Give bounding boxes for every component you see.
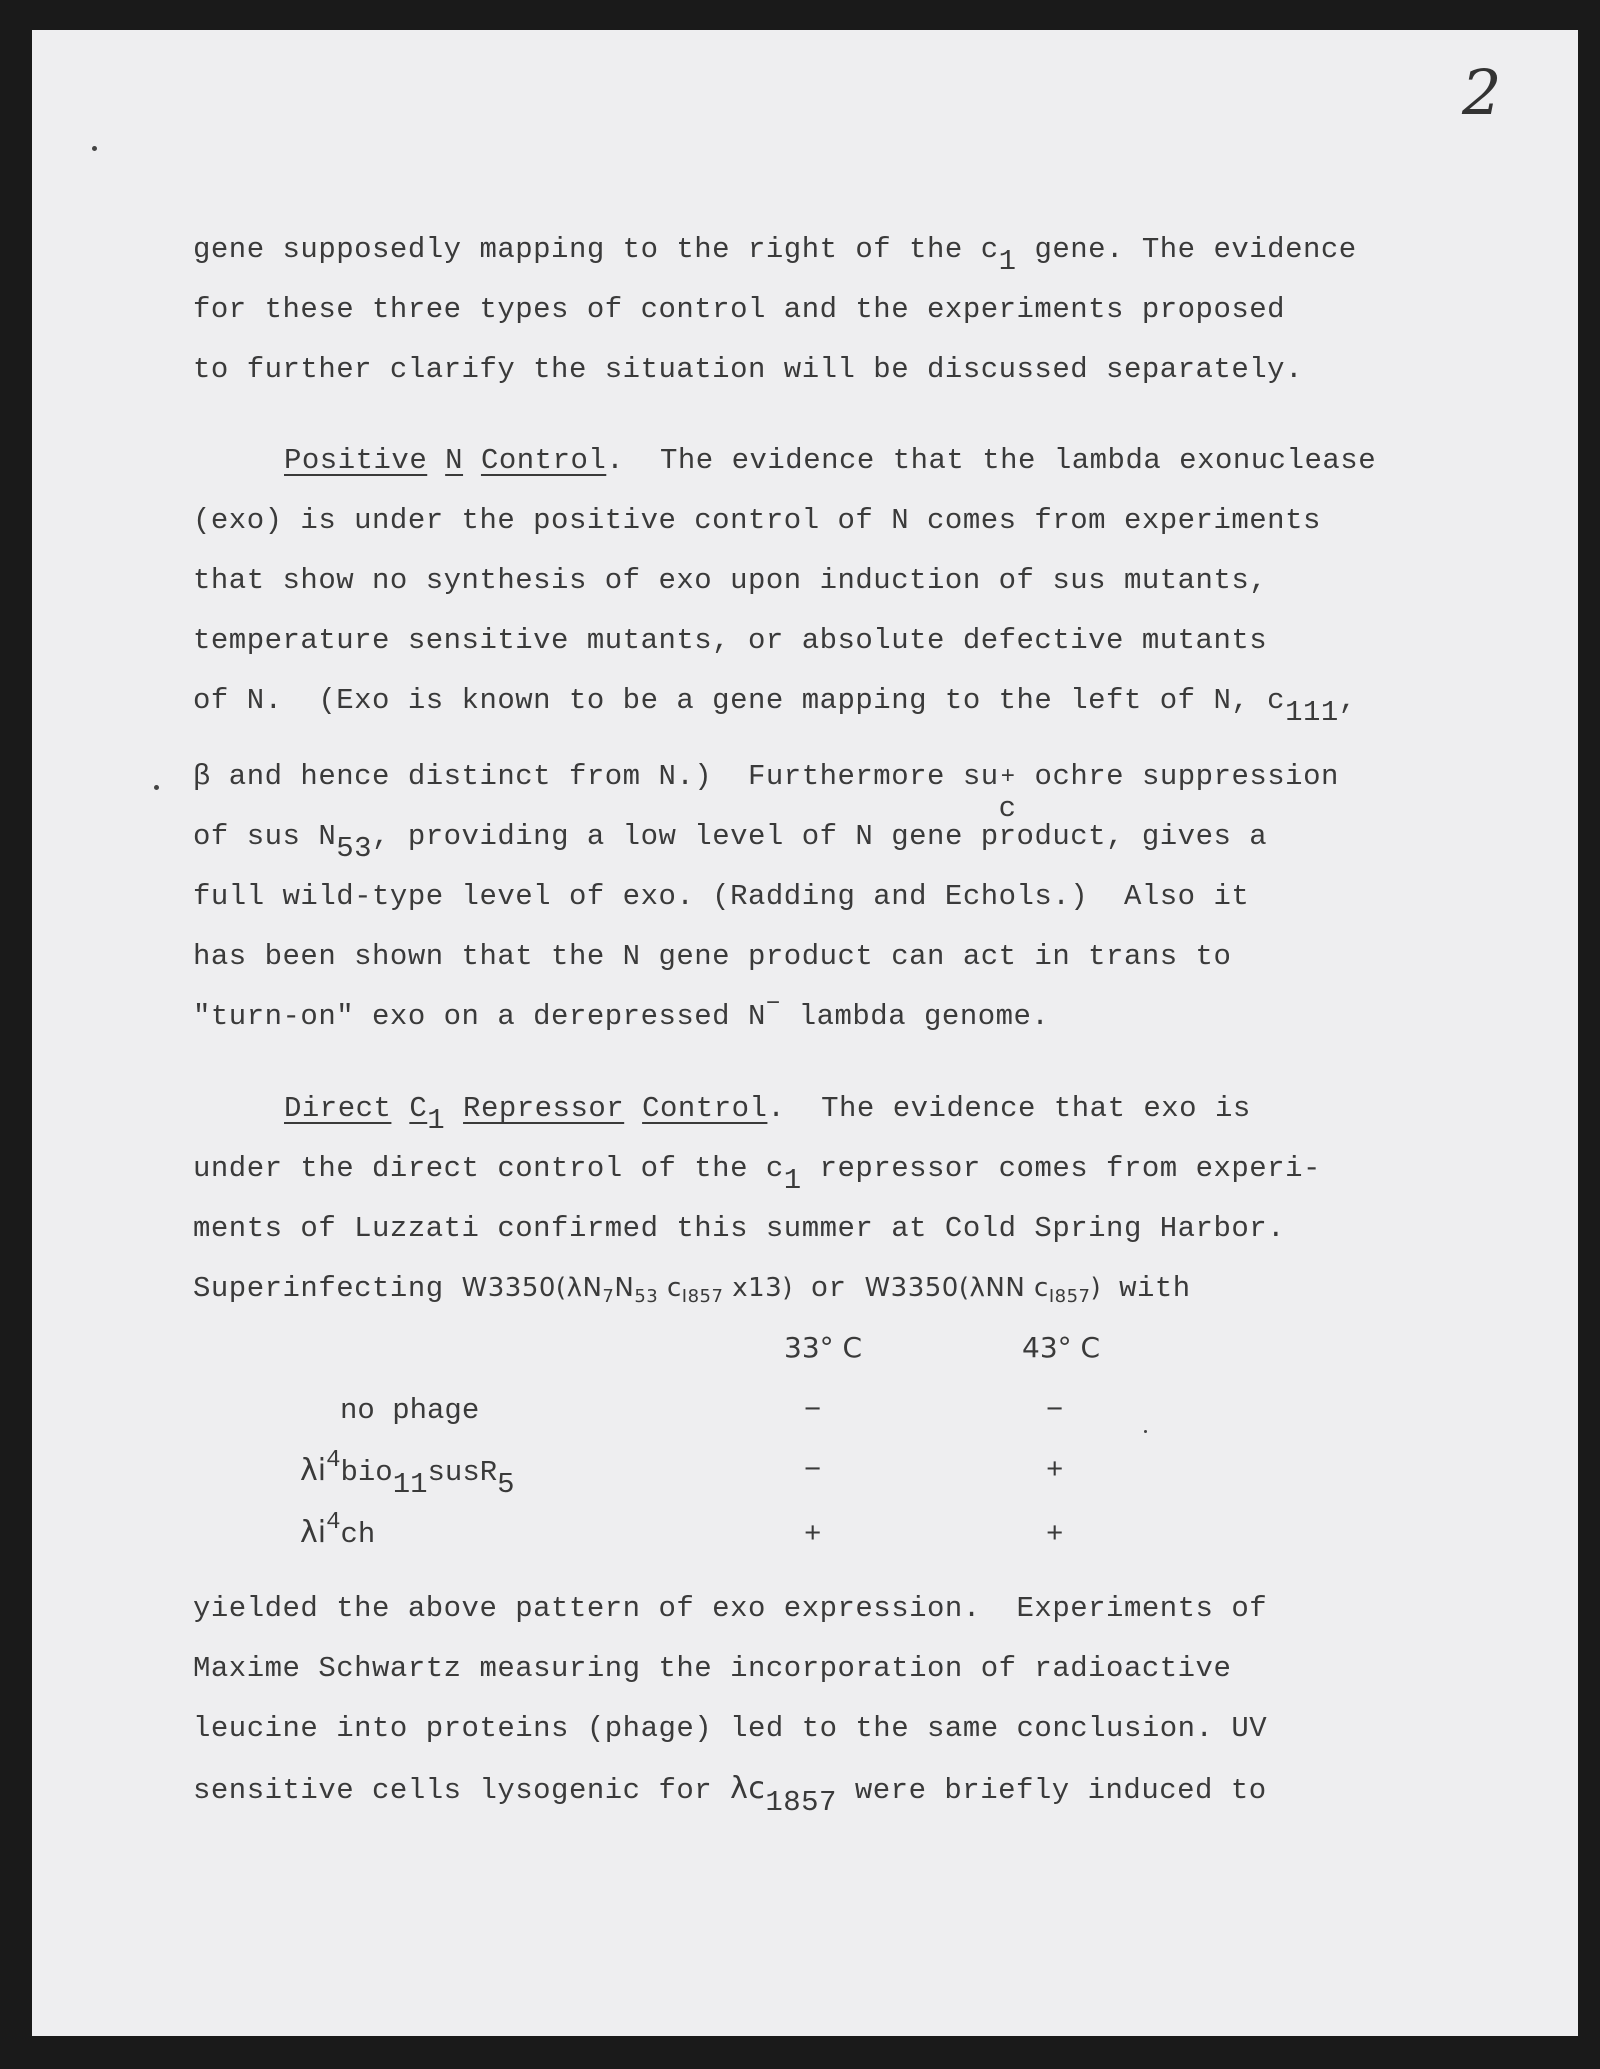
table-row-label: $\lambda i^4ch$ — [300, 1509, 376, 1551]
margin-mark — [92, 146, 97, 151]
text-line: under the direct control of the c1 repressor comes from experi- — [193, 1152, 1321, 1197]
text-line: Superinfecting $W3350(\lambda N_7N_{53}$ $c_{I857}$ x13) or W3350(λNN $c_{I857}$) with — [193, 1272, 1191, 1307]
text-line: sensitive cells lysogenic for λc1857 were briefly induced to — [193, 1771, 1267, 1819]
table-header-43c: 43° C — [1022, 1331, 1101, 1364]
handwritten-strain-2: W3350(λNN $c_{I857}$) — [864, 1273, 1102, 1307]
table-cell: − — [1046, 1394, 1064, 1427]
text-line: temperature sensitive mutants, or absolute defective mutants — [193, 624, 1268, 657]
text-line: gene supposedly mapping to the right of the c1 gene. The evidence — [193, 233, 1357, 278]
section-heading-direct-c1-repressor-control: Direct C1 Repressor Control. The evidence that exo is — [284, 1092, 1251, 1137]
handwritten-strain-1: $W3350(\lambda N_7N_{53}$ $c_{I857}$ x13) — [461, 1273, 793, 1307]
text-line: "turn-on" exo on a derepressed N− lambda genome. — [193, 991, 1050, 1033]
text-line: β and hence distinct from N.) Furthermore su + c ochre suppression — [193, 760, 1339, 825]
text-line: that show no synthesis of exo upon induction of sus mutants, — [193, 564, 1268, 597]
section-heading-positive-n-control: Positive N Control. The evidence that the lambda exonuclease — [284, 444, 1377, 477]
text-line: to further clarify the situation will be discussed separately. — [193, 353, 1303, 386]
text-line: of sus N53, providing a low level of N gene product, gives a — [193, 820, 1268, 865]
table-cell: + — [1046, 1518, 1064, 1551]
table-cell: + — [1046, 1454, 1064, 1487]
text-line: (exo) is under the positive control of N comes from experiments — [193, 504, 1321, 537]
text-line: leucine into proteins (phage) led to the same conclusion. UV — [193, 1712, 1268, 1745]
page-number: 2 — [1462, 56, 1502, 129]
table-cell: − — [804, 1394, 822, 1427]
margin-mark — [154, 785, 159, 790]
text-line: full wild-type level of exo. (Radding and Echols.) Also it — [193, 880, 1250, 913]
table-row-label: no phage — [340, 1394, 480, 1427]
table-cell: + — [804, 1518, 822, 1551]
table-header-33c: 33° C — [784, 1331, 863, 1364]
table-row-label: $\lambda i^4bio11susR5$ — [300, 1447, 515, 1501]
text-line: for these three types of control and the experiments proposed — [193, 293, 1286, 326]
margin-mark — [1144, 1430, 1147, 1433]
text-line: of N. (Exo is known to be a gene mapping to the left of N, c111, — [193, 684, 1357, 729]
text-line: Maxime Schwartz measuring the incorporation of radioactive — [193, 1652, 1232, 1685]
text-line: yielded the above pattern of exo expression. Experiments of — [193, 1592, 1268, 1625]
text-line: ments of Luzzati confirmed this summer at Cold Spring Harbor. — [193, 1212, 1286, 1245]
text-line: has been shown that the N gene product can act in trans to — [193, 940, 1232, 973]
table-cell: − — [804, 1454, 822, 1487]
